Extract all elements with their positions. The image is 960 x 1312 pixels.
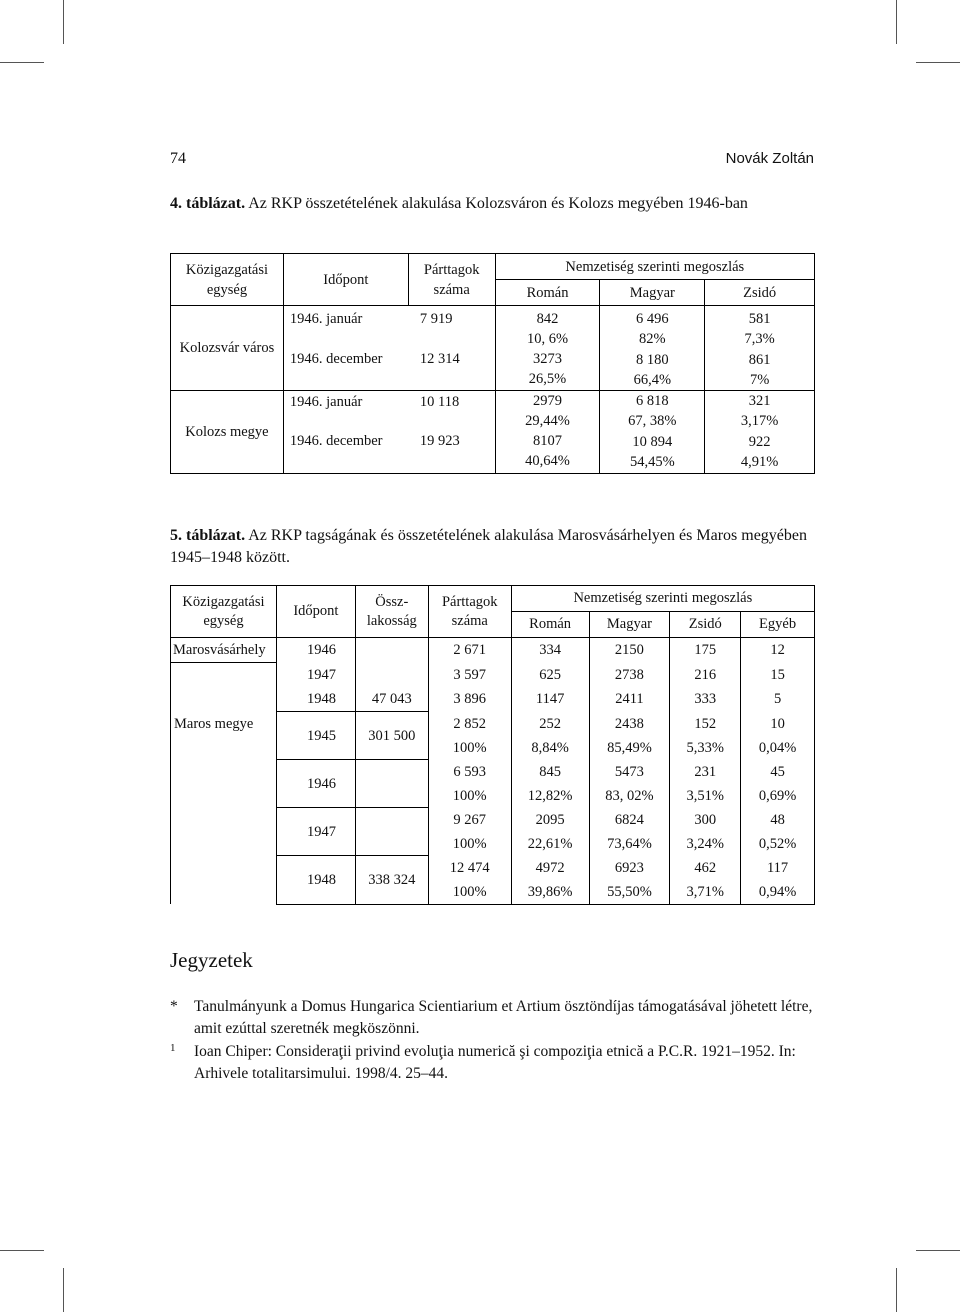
t5-egyeb: 117 [741, 856, 815, 880]
table4-caption-text: Az RKP összetételének alakulása Kolozsváron és Kolozs megyében 1946-ban [245, 195, 748, 212]
t5-header-date: Időpont [276, 586, 355, 638]
t5-population: 47 043 [355, 687, 428, 712]
t5-roman: 334 [511, 638, 589, 663]
t5-roman-pct: 8,84% [511, 736, 589, 760]
t5-zsido: 333 [670, 687, 741, 712]
note-item [170, 996, 815, 1040]
t5-population [355, 663, 428, 688]
crop-mark [916, 1250, 960, 1251]
crop-mark [0, 62, 44, 63]
t5-magyar-pct: 83, 02% [589, 784, 670, 808]
t5-members: 2 852 [428, 712, 511, 736]
t4-date: 1946. január [289, 394, 363, 410]
t4-zsido-pct: 4,91% [740, 454, 779, 470]
crop-mark [63, 0, 64, 44]
table-row [171, 638, 815, 663]
t5-members: 12 474 [428, 856, 511, 880]
t4-header-date: Időpont [283, 254, 408, 306]
t5-header-magyar: Magyar [589, 612, 670, 638]
t4-magyar: 8 180 [636, 351, 669, 368]
t5-members: 6 593 [428, 760, 511, 784]
t4-zsido: 861 [748, 351, 771, 368]
t5-egyeb: 15 [741, 663, 815, 688]
t5-header-unit: Közigazgatási egység [171, 586, 277, 638]
t5-members-pct: 100% [428, 784, 511, 808]
note-text: Tanulmányunk a Domus Hungarica Scientiarium et Artium ösztöndíjas támogatásával jöhetett létre, amit ezúttal szeretnék megköszönni. [194, 998, 813, 1037]
t5-roman: 1147 [511, 687, 589, 712]
t5-egyeb: 12 [741, 638, 815, 663]
note-text: Ioan Chiper: Consideraţii privind evoluţia numerică şi compoziţia etnică a P.C.R. 1921–1952. In: Arhivele totalitarsimului. 1998/4. 25–44. [194, 1043, 796, 1082]
t5-egyeb-pct: 0,52% [741, 832, 815, 856]
t4-header-members: Párttagok száma [408, 254, 495, 306]
table5-caption-label: 5. táblázat. [170, 527, 246, 544]
t4-zsido-pct: 7% [749, 371, 770, 388]
t4-magyar-pct: 66,4% [633, 371, 672, 388]
t4-header-nationality: Nemzetiség szerinti megoszlás [495, 254, 814, 280]
t5-egyeb: 5 [741, 687, 815, 712]
t5-roman-pct: 12,82% [511, 784, 589, 808]
t5-zsido-pct: 3,51% [670, 784, 741, 808]
notes-title: Jegyzetek [170, 948, 253, 972]
t5-year: 1948 [276, 856, 355, 905]
t5-zsido-pct: 3,71% [670, 880, 741, 905]
t4-roman: 2979 [533, 393, 563, 409]
t4-members: 19 923 [419, 433, 460, 449]
t4-date: 1946. december [289, 351, 383, 367]
table4 [170, 253, 815, 474]
t5-header-population: Össz-lakosság [355, 586, 428, 638]
t5-header-egyeb: Egyéb [741, 612, 815, 638]
t5-members: 9 267 [428, 808, 511, 832]
t5-population [355, 808, 428, 856]
t5-population [355, 638, 428, 663]
t5-year: 1945 [276, 712, 355, 760]
t5-magyar: 2438 [589, 712, 670, 736]
t5-roman: 845 [511, 760, 589, 784]
table5 [170, 585, 815, 905]
t5-magyar: 2411 [589, 687, 670, 712]
t4-header-unit: Közigazgatási egység [171, 254, 284, 306]
t5-egyeb-pct: 0,04% [741, 736, 815, 760]
t4-magyar: 10 894 [632, 434, 673, 450]
t5-magyar: 6923 [589, 856, 670, 880]
t5-members: 3 597 [428, 663, 511, 688]
t5-roman: 2095 [511, 808, 589, 832]
t4-header-roman: Román [495, 280, 600, 306]
table-row [171, 306, 815, 350]
table5-caption-text: Az RKP tagságának és összetételének alakulása Marosvásárhelyen és Maros megyében 1945–1948 között. [170, 527, 807, 566]
t5-magyar-pct: 55,50% [589, 880, 670, 905]
t4-roman-pct: 10, 6% [526, 331, 569, 347]
crop-mark [896, 1268, 897, 1312]
t5-header-members: Párttagok száma [428, 586, 511, 638]
t5-magyar-pct: 73,64% [589, 832, 670, 856]
t5-roman: 252 [511, 712, 589, 736]
t5-egyeb: 48 [741, 808, 815, 832]
page-number: 74 [170, 150, 186, 167]
t4-zsido: 581 [748, 311, 771, 327]
t5-year: 1947 [276, 808, 355, 856]
t4-roman: 3273 [533, 351, 563, 367]
t5-unit-marosvasarhely: Marosvásárhely [171, 638, 277, 663]
t5-year: 1948 [276, 687, 355, 712]
t5-magyar: 5473 [589, 760, 670, 784]
t5-members-pct: 100% [428, 880, 511, 905]
t4-zsido-pct: 7,3% [744, 331, 775, 347]
t4-header-magyar: Magyar [600, 280, 705, 306]
t4-magyar-pct: 54,45% [629, 454, 675, 470]
t5-magyar: 2738 [589, 663, 670, 688]
t4-members: 7 919 [419, 311, 453, 327]
t4-roman: 8107 [533, 433, 563, 449]
t4-zsido-pct: 3,17% [740, 413, 779, 429]
t5-magyar: 6824 [589, 808, 670, 832]
running-author: Novák Zoltán [725, 150, 814, 167]
t5-header-nationality: Nemzetiség szerinti megoszlás [511, 586, 814, 612]
t5-header-roman: Román [511, 612, 589, 638]
table-row [171, 712, 815, 736]
t5-members: 2 671 [428, 638, 511, 663]
t5-population: 301 500 [355, 712, 428, 760]
t5-zsido-pct: 3,24% [670, 832, 741, 856]
note-marker: 1 [170, 1042, 176, 1054]
table5-caption [170, 525, 815, 569]
t4-roman-pct: 29,44% [525, 413, 570, 429]
t5-egyeb-pct: 0,94% [741, 880, 815, 905]
t4-roman-pct: 40,64% [525, 453, 570, 469]
t5-zsido-pct: 5,33% [670, 736, 741, 760]
table4-caption [170, 193, 815, 215]
t4-roman-pct: 26,5% [528, 371, 567, 387]
t5-egyeb: 45 [741, 760, 815, 784]
crop-mark [916, 62, 960, 63]
t5-zsido: 300 [670, 808, 741, 832]
t5-egyeb-pct: 0,69% [741, 784, 815, 808]
t5-zsido: 216 [670, 663, 741, 688]
t5-population: 338 324 [355, 856, 428, 905]
t4-unit-kolozs: Kolozs megye [171, 391, 284, 474]
t5-population [355, 760, 428, 808]
table-row [171, 663, 815, 688]
crop-mark [63, 1268, 64, 1312]
crop-mark [0, 1250, 44, 1251]
t4-date: 1946. január [289, 311, 363, 327]
table-row [171, 391, 815, 432]
t5-zsido: 152 [670, 712, 741, 736]
t4-header-zsido: Zsidó [705, 280, 815, 306]
t5-roman-pct: 39,86% [511, 880, 589, 905]
t4-magyar-pct: 67, 38% [628, 413, 677, 429]
t5-members-pct: 100% [428, 832, 511, 856]
t5-zsido: 231 [670, 760, 741, 784]
t5-zsido: 175 [670, 638, 741, 663]
t5-unit-maros: Maros megye [171, 712, 277, 905]
t4-magyar: 6 818 [636, 393, 669, 409]
t5-magyar: 2150 [589, 638, 670, 663]
t5-members-pct: 100% [428, 736, 511, 760]
t4-unit-kolozsvar: Kolozsvár város [171, 306, 284, 391]
t5-members: 3 896 [428, 687, 511, 712]
t5-roman: 4972 [511, 856, 589, 880]
t5-zsido: 462 [670, 856, 741, 880]
t4-zsido: 922 [748, 434, 771, 450]
t4-date: 1946. december [289, 433, 383, 449]
t5-roman: 625 [511, 663, 589, 688]
note-marker: * [170, 998, 178, 1015]
t4-magyar-pct: 82% [639, 331, 666, 347]
t5-magyar-pct: 85,49% [589, 736, 670, 760]
table4-caption-label: 4. táblázat. [170, 195, 246, 212]
t4-magyar: 6 496 [636, 311, 669, 327]
t5-roman-pct: 22,61% [511, 832, 589, 856]
t4-members: 10 118 [419, 394, 460, 410]
crop-mark [896, 0, 897, 44]
t5-egyeb: 10 [741, 712, 815, 736]
t4-members: 12 314 [419, 351, 460, 367]
t4-roman: 842 [536, 311, 559, 327]
table-row [171, 687, 815, 712]
t5-header-zsido: Zsidó [670, 612, 741, 638]
t5-year: 1947 [276, 663, 355, 688]
t5-year: 1946 [276, 638, 355, 663]
t5-year: 1946 [276, 760, 355, 808]
note-item [170, 1041, 815, 1085]
t4-zsido: 321 [748, 393, 771, 409]
